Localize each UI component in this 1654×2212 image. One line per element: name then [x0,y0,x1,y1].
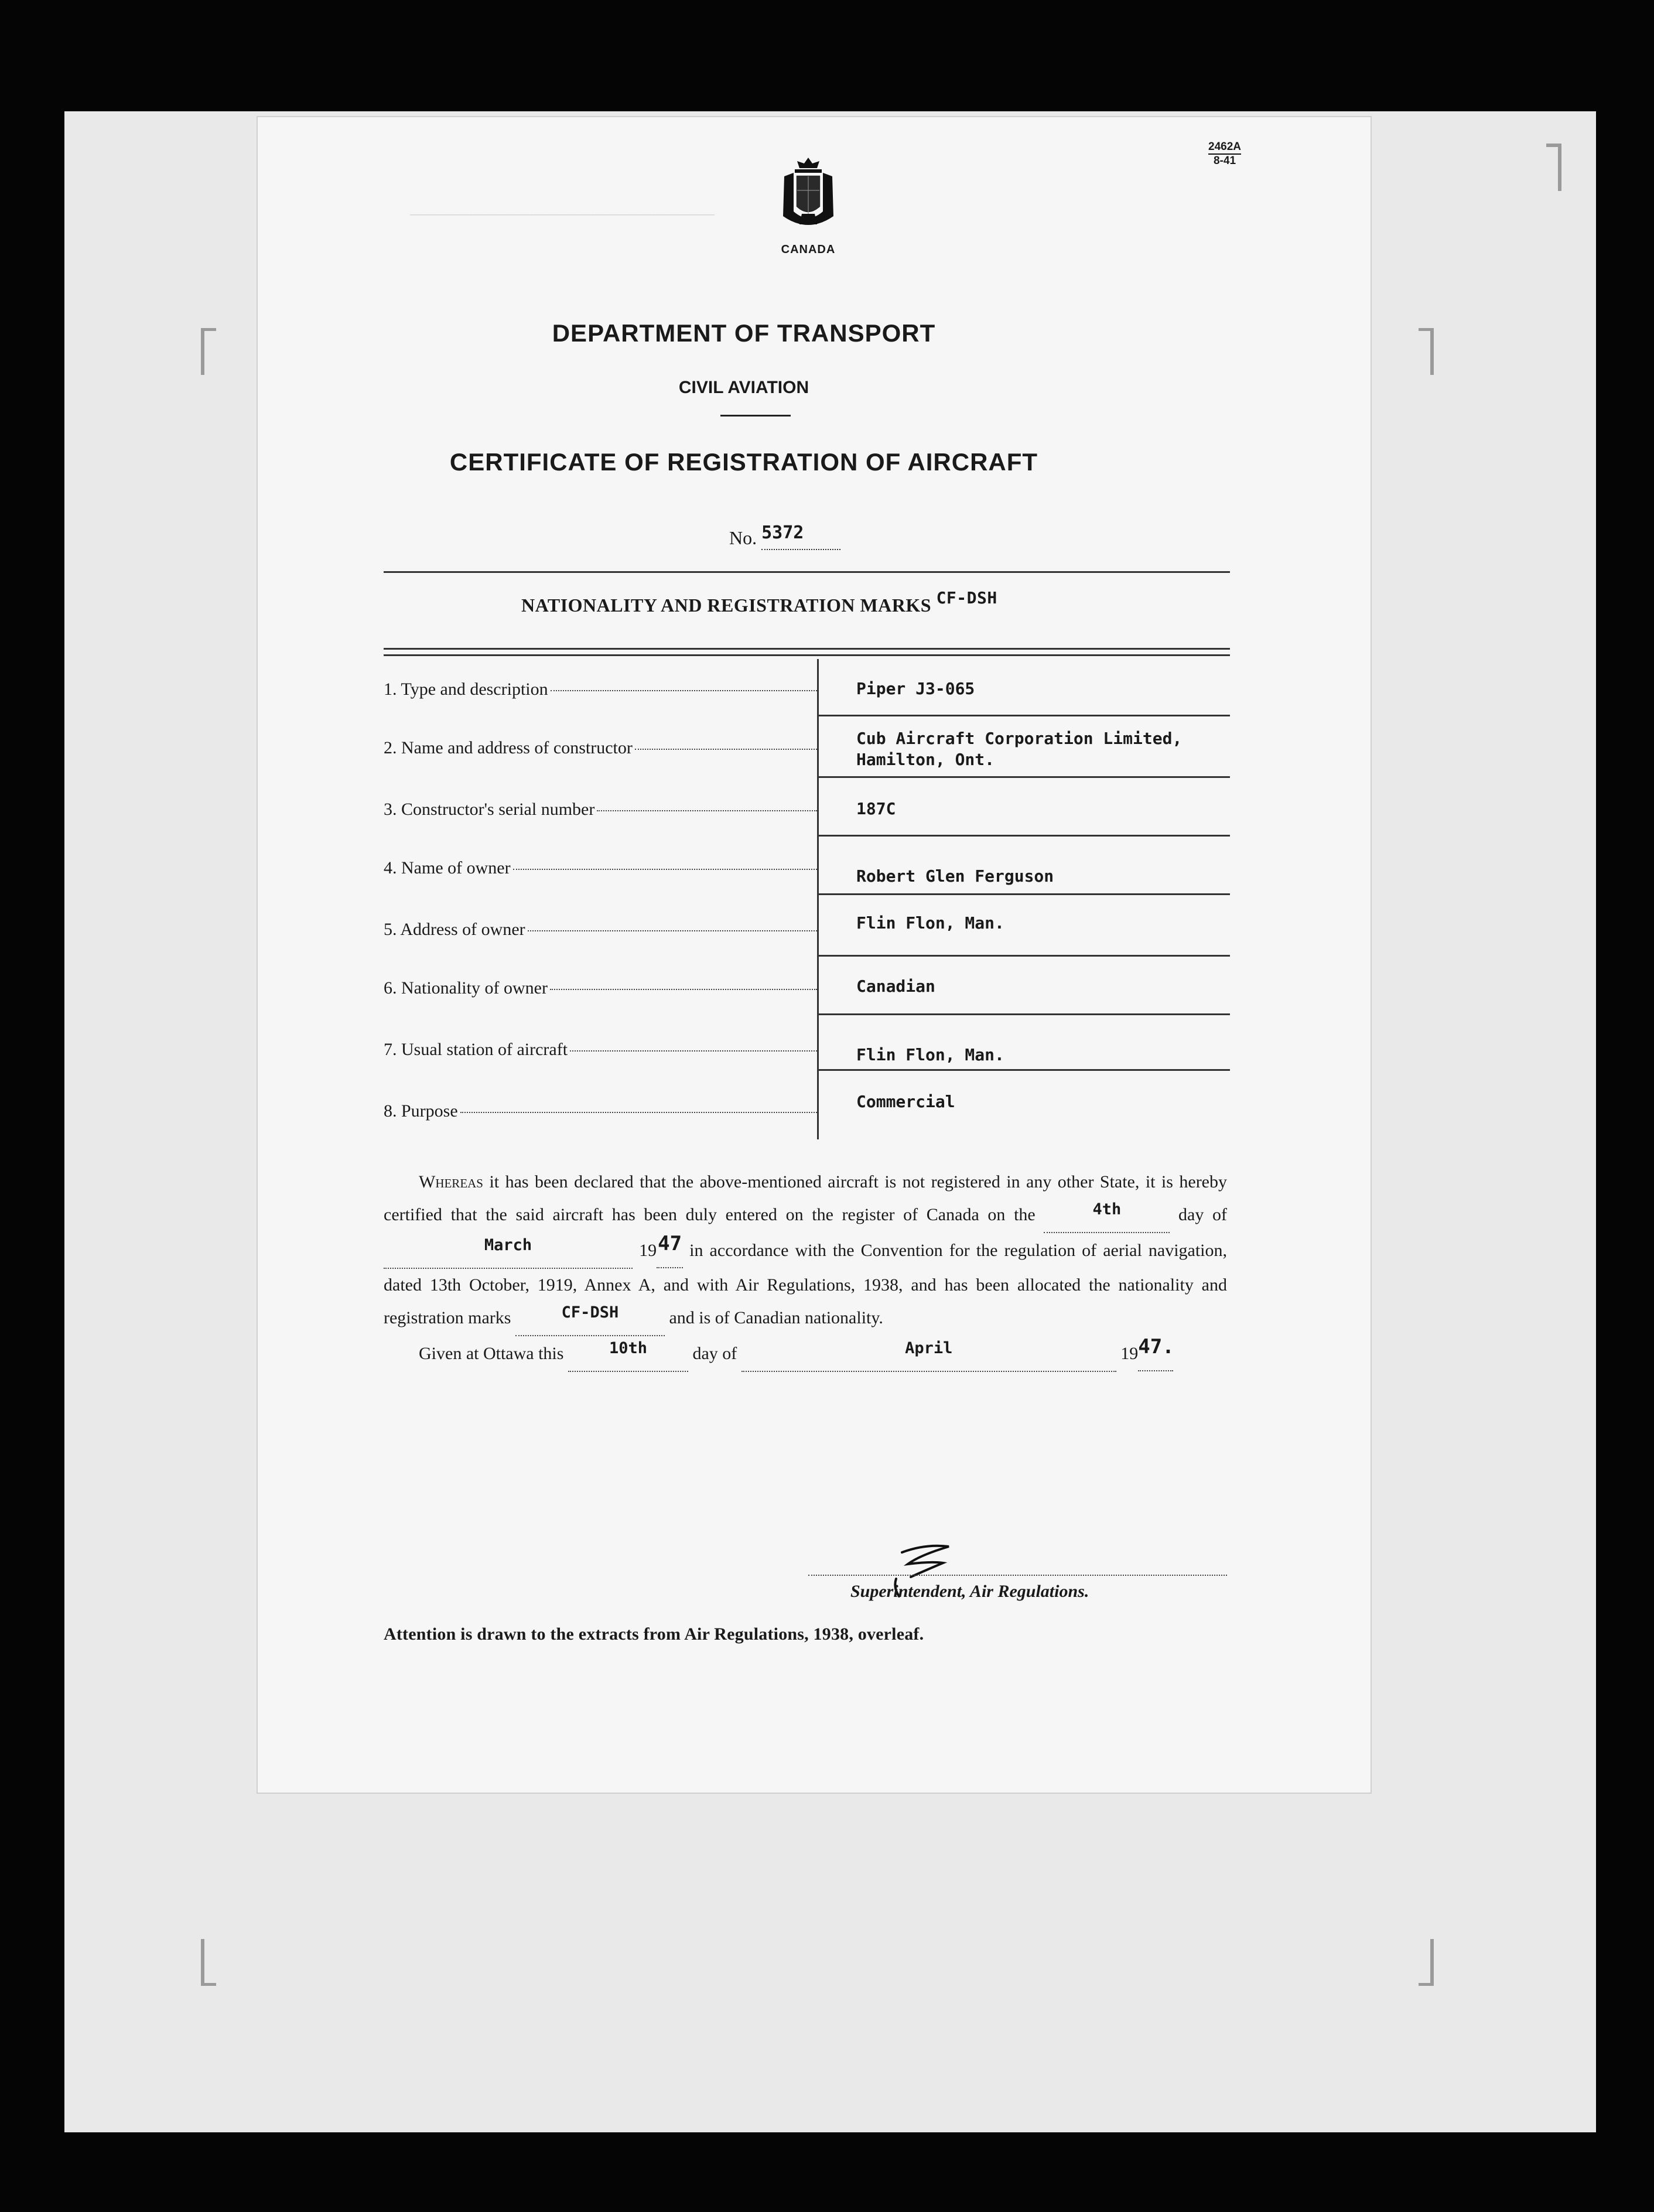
given-year: 47. [1138,1335,1174,1358]
attention-note: Attention is drawn to the extracts from Air Regulations, 1938, overleaf. [384,1624,924,1644]
divider [720,415,791,417]
crop-mark [201,328,216,375]
day-of-text: day of [1178,1205,1227,1224]
country-label: CANADA [781,243,836,256]
divider [384,571,1230,573]
form-number [1208,141,1241,168]
coat-of-arms-icon [776,155,840,231]
allocated-marks: CF-DSH [561,1303,619,1322]
certificate-page [258,117,1371,1793]
field-value: Flin Flon, Man. [856,1045,1004,1064]
whereas-word: Whereas [419,1172,483,1192]
crop-mark [1546,144,1561,191]
crop-mark [201,1939,216,1986]
nationality-marks [521,588,997,616]
field-value: 187C [856,799,896,818]
signatory-title: Superintendent, Air Regulations. [850,1582,1089,1601]
field-label: 6. Nationality of owner [384,978,548,998]
given-day: 10th [609,1339,647,1357]
registration-month: March [484,1236,532,1254]
nationality-marks-label: NATIONALITY AND REGISTRATION MARKS [521,595,932,616]
form-number-line1: 2462A [1208,141,1241,155]
year-prefix: 19 [1120,1344,1139,1363]
field-value: Robert Glen Ferguson [856,866,1054,886]
division-heading: CIVIL AVIATION [678,378,809,397]
form-number-line2: 8-41 [1213,155,1236,167]
field-label: 1. Type and description [384,680,548,699]
certificate-title: CERTIFICATE OF REGISTRATION OF AIRCRAFT [449,448,1038,476]
registration-year: 47 [658,1232,682,1255]
field-label: 2. Name and address of constructor [384,738,633,757]
field-label: 8. Purpose [384,1101,458,1121]
department-heading: DEPARTMENT OF TRANSPORT [552,319,936,347]
given-month: April [905,1339,953,1357]
field-value: Canadian [856,977,935,996]
double-divider [384,648,1230,656]
nationality-marks-value: CF-DSH [936,588,997,607]
registration-day: 4th [1092,1200,1122,1218]
field-value: Flin Flon, Man. [856,913,1004,933]
certificate-number [729,523,840,550]
day-of-text: day of [692,1344,737,1363]
given-at-text: Given at Ottawa this [419,1344,564,1363]
certificate-number-label: No. [729,527,757,548]
paragraph-text: in accordance with the Convention for the regulation of aerial navigation, dated 13th October, 1919, Annex A, and with Air Regulations, 1938, and has been allocated the nationality and registration marks [384,1241,1228,1327]
field-label: 7. Usual station of aircraft [384,1040,568,1059]
crop-mark [1419,1939,1434,1986]
backing-sheet [64,111,1596,2132]
field-value: Cub Aircraft Corporation Limited, Hamilton, Ont. [856,729,1183,769]
field-label: 5. Address of owner [384,920,525,939]
paragraph-text: and is of Canadian nationality. [669,1308,883,1327]
field-value: Piper J3-065 [856,679,975,698]
year-prefix: 19 [639,1241,657,1260]
column-divider [817,659,819,1139]
signature-line [808,1575,1227,1576]
field-value: Commercial [856,1092,955,1111]
paragraph-text: it has been declared that the above-mentioned aircraft is not registered in any other State, it is hereby certified that the said aircraft has been duly entered on the register of Canada on the [384,1172,1228,1224]
bleed-through: ———————————————————— [410,205,715,222]
field-label: 3. Constructor's serial number [384,800,595,819]
certificate-number-value: 5372 [761,523,804,543]
crop-mark [1419,328,1434,375]
certification-paragraph [384,1166,1227,1372]
field-label: 4. Name of owner [384,858,511,878]
